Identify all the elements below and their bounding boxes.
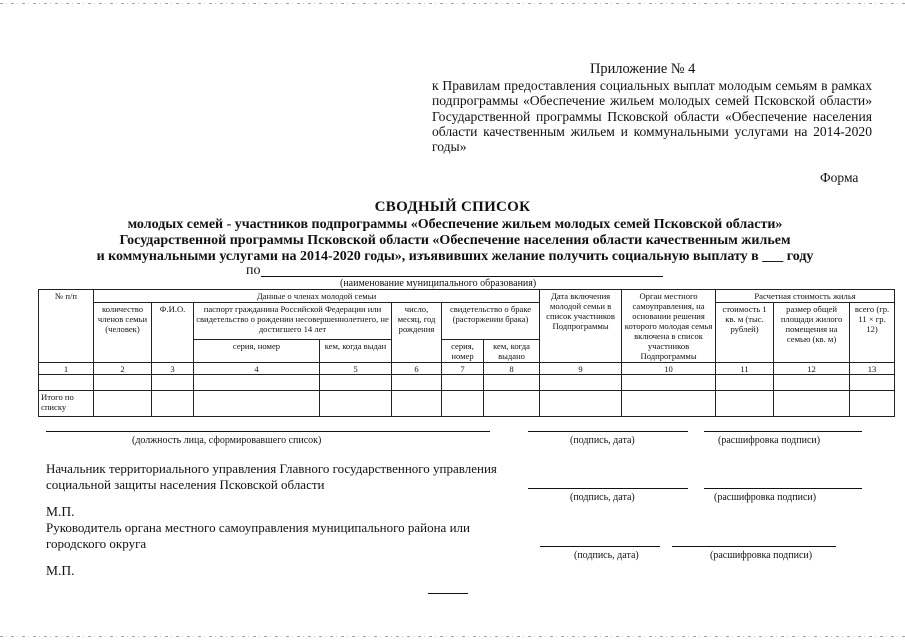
municipality-field[interactable] — [261, 276, 663, 277]
header-date: Дата включения молодой семьи в список участников Подпрограммы — [540, 290, 622, 363]
table-header-row — [39, 290, 895, 303]
signature-date-line[interactable] — [528, 431, 688, 432]
header-area: размер общей площади жилого помещения на семью (кв. м) — [774, 303, 850, 363]
signature-date-line[interactable] — [540, 546, 660, 547]
signature-date-line[interactable] — [528, 488, 688, 489]
header-num: № п/п — [39, 290, 94, 363]
table-cell[interactable] — [622, 375, 716, 391]
header-fio: Ф.И.О. — [152, 303, 194, 363]
column-number: 6 — [392, 363, 442, 375]
table-cell[interactable] — [392, 391, 442, 417]
header-passport: паспорт гражданина Российской Федерации или свидетельство о рождении несовершеннолетнего, не достигшего 14 лет — [194, 303, 392, 340]
table-cell[interactable] — [194, 391, 320, 417]
table-cell[interactable] — [442, 375, 484, 391]
column-number: 8 — [484, 363, 540, 375]
table-cell[interactable] — [774, 391, 850, 417]
form-label: Форма — [820, 170, 859, 185]
table-header-row — [39, 303, 895, 340]
municipal-head-text: Руководитель органа местного самоуправления муниципального района или городского округа — [46, 520, 470, 551]
signature-decode-line[interactable] — [704, 488, 862, 489]
table-cell[interactable] — [392, 375, 442, 391]
document-subtitle — [60, 217, 850, 265]
table-cell[interactable] — [152, 375, 194, 391]
table-cell[interactable] — [716, 375, 774, 391]
head-position-text: Начальник территориального управления Главного государственного управления социальной защиты населения Псковской области — [46, 461, 497, 492]
column-number: 9 — [540, 363, 622, 375]
scan-edge-top — [0, 3, 905, 4]
header-series: серия, номер — [194, 340, 320, 363]
table-cell[interactable] — [320, 375, 392, 391]
signature-decode-caption: (расшифровка подписи) — [714, 492, 817, 503]
column-number: 10 — [622, 363, 716, 375]
compiler-position-line[interactable] — [46, 431, 490, 432]
table-cell[interactable] — [194, 375, 320, 391]
table-cell[interactable] — [39, 375, 94, 391]
header-count: количество членов семьи (человек) — [94, 303, 152, 363]
seal-label: М.П. — [46, 504, 75, 519]
header-birth: число, месяц, год рождения — [392, 303, 442, 363]
table-row — [39, 375, 895, 391]
column-number: 1 — [39, 363, 94, 375]
signature-decode-caption: (расшифровка подписи) — [718, 435, 821, 446]
document-title: СВОДНЫЙ СПИСОК — [374, 199, 531, 215]
signature-date-caption: (подпись, дата) — [574, 550, 639, 561]
header-total: всего (гр. 11 × гр. 12) — [850, 303, 895, 363]
municipality-prefix: по — [246, 263, 261, 278]
table-cell[interactable] — [540, 391, 622, 417]
subtitle-line: и коммунальными услугами на 2014-2020 годы», изъявивших желание получить социальную выплату в ___ году — [96, 249, 814, 264]
table-cell[interactable] — [94, 375, 152, 391]
table-cell[interactable] — [716, 391, 774, 417]
table-cell[interactable] — [94, 391, 152, 417]
column-number: 3 — [152, 363, 194, 375]
header-organ: Орган местного самоуправления, на основании решения которого молодая семья включена в список участников Подпрограммы — [622, 290, 716, 363]
subtitle-line: Государственной программы Псковской области «Обеспечение населения области качественным жильем — [119, 233, 791, 248]
column-number: 11 — [716, 363, 774, 375]
header-cost-group: Расчетная стоимость жилья — [716, 290, 895, 303]
table-cell[interactable] — [442, 391, 484, 417]
column-number: 5 — [320, 363, 392, 375]
column-number: 4 — [194, 363, 320, 375]
signature-decode-line[interactable] — [672, 546, 836, 547]
total-row — [39, 391, 895, 417]
signature-decode-line[interactable] — [704, 431, 862, 432]
table-cell[interactable] — [320, 391, 392, 417]
header-family-group: Данные о членах молодой семьи — [94, 290, 540, 303]
annex-body: к Правилам предоставления социальных выплат молодым семьям в рамках подпрограммы «Обеспечение жильем молодых семей Псковской области» Государственной программы Псковской области «Обеспечение населения области качественным жильем и коммунальными услугами на 2014-2020 годы» — [432, 78, 872, 155]
annex-block — [432, 62, 872, 154]
header-cost-sqm: стоимость 1 кв. м (тыс. рублей) — [716, 303, 774, 363]
seal-label: М.П. — [46, 563, 75, 578]
table-cell[interactable] — [850, 375, 895, 391]
header-issued: кем, когда выдан — [320, 340, 392, 363]
signature-date-caption: (подпись, дата) — [570, 435, 635, 446]
signature-decode-caption: (расшифровка подписи) — [710, 550, 813, 561]
column-number: 2 — [94, 363, 152, 375]
table-cell[interactable] — [152, 391, 194, 417]
scan-edge-bottom — [0, 636, 905, 637]
column-number: 12 — [774, 363, 850, 375]
header-series: серия, номер — [442, 340, 484, 363]
table-cell[interactable] — [484, 375, 540, 391]
table-cell[interactable] — [484, 391, 540, 417]
column-number: 7 — [442, 363, 484, 375]
signature-date-caption: (подпись, дата) — [570, 492, 635, 503]
column-number: 13 — [850, 363, 895, 375]
annex-title: Приложение № 4 — [590, 61, 696, 77]
total-label: Итого по списку — [39, 391, 94, 417]
header-marriage: свидетельство о браке (расторжении брака) — [442, 303, 540, 340]
compiler-caption: (должность лица, сформировавшего список) — [132, 435, 322, 446]
table-cell[interactable] — [622, 391, 716, 417]
summary-table — [38, 289, 895, 417]
header-issued: кем, когда выдано — [484, 340, 540, 363]
municipality-caption: (наименование муниципального образования) — [340, 278, 537, 289]
subtitle-line: молодых семей - участников подпрограммы «Обеспечение жильем молодых семей Псковской области» — [127, 217, 783, 232]
table-cell[interactable] — [850, 391, 895, 417]
table-cell[interactable] — [540, 375, 622, 391]
page-separator-line — [428, 593, 468, 594]
table-cell[interactable] — [774, 375, 850, 391]
column-number-row — [39, 363, 895, 375]
